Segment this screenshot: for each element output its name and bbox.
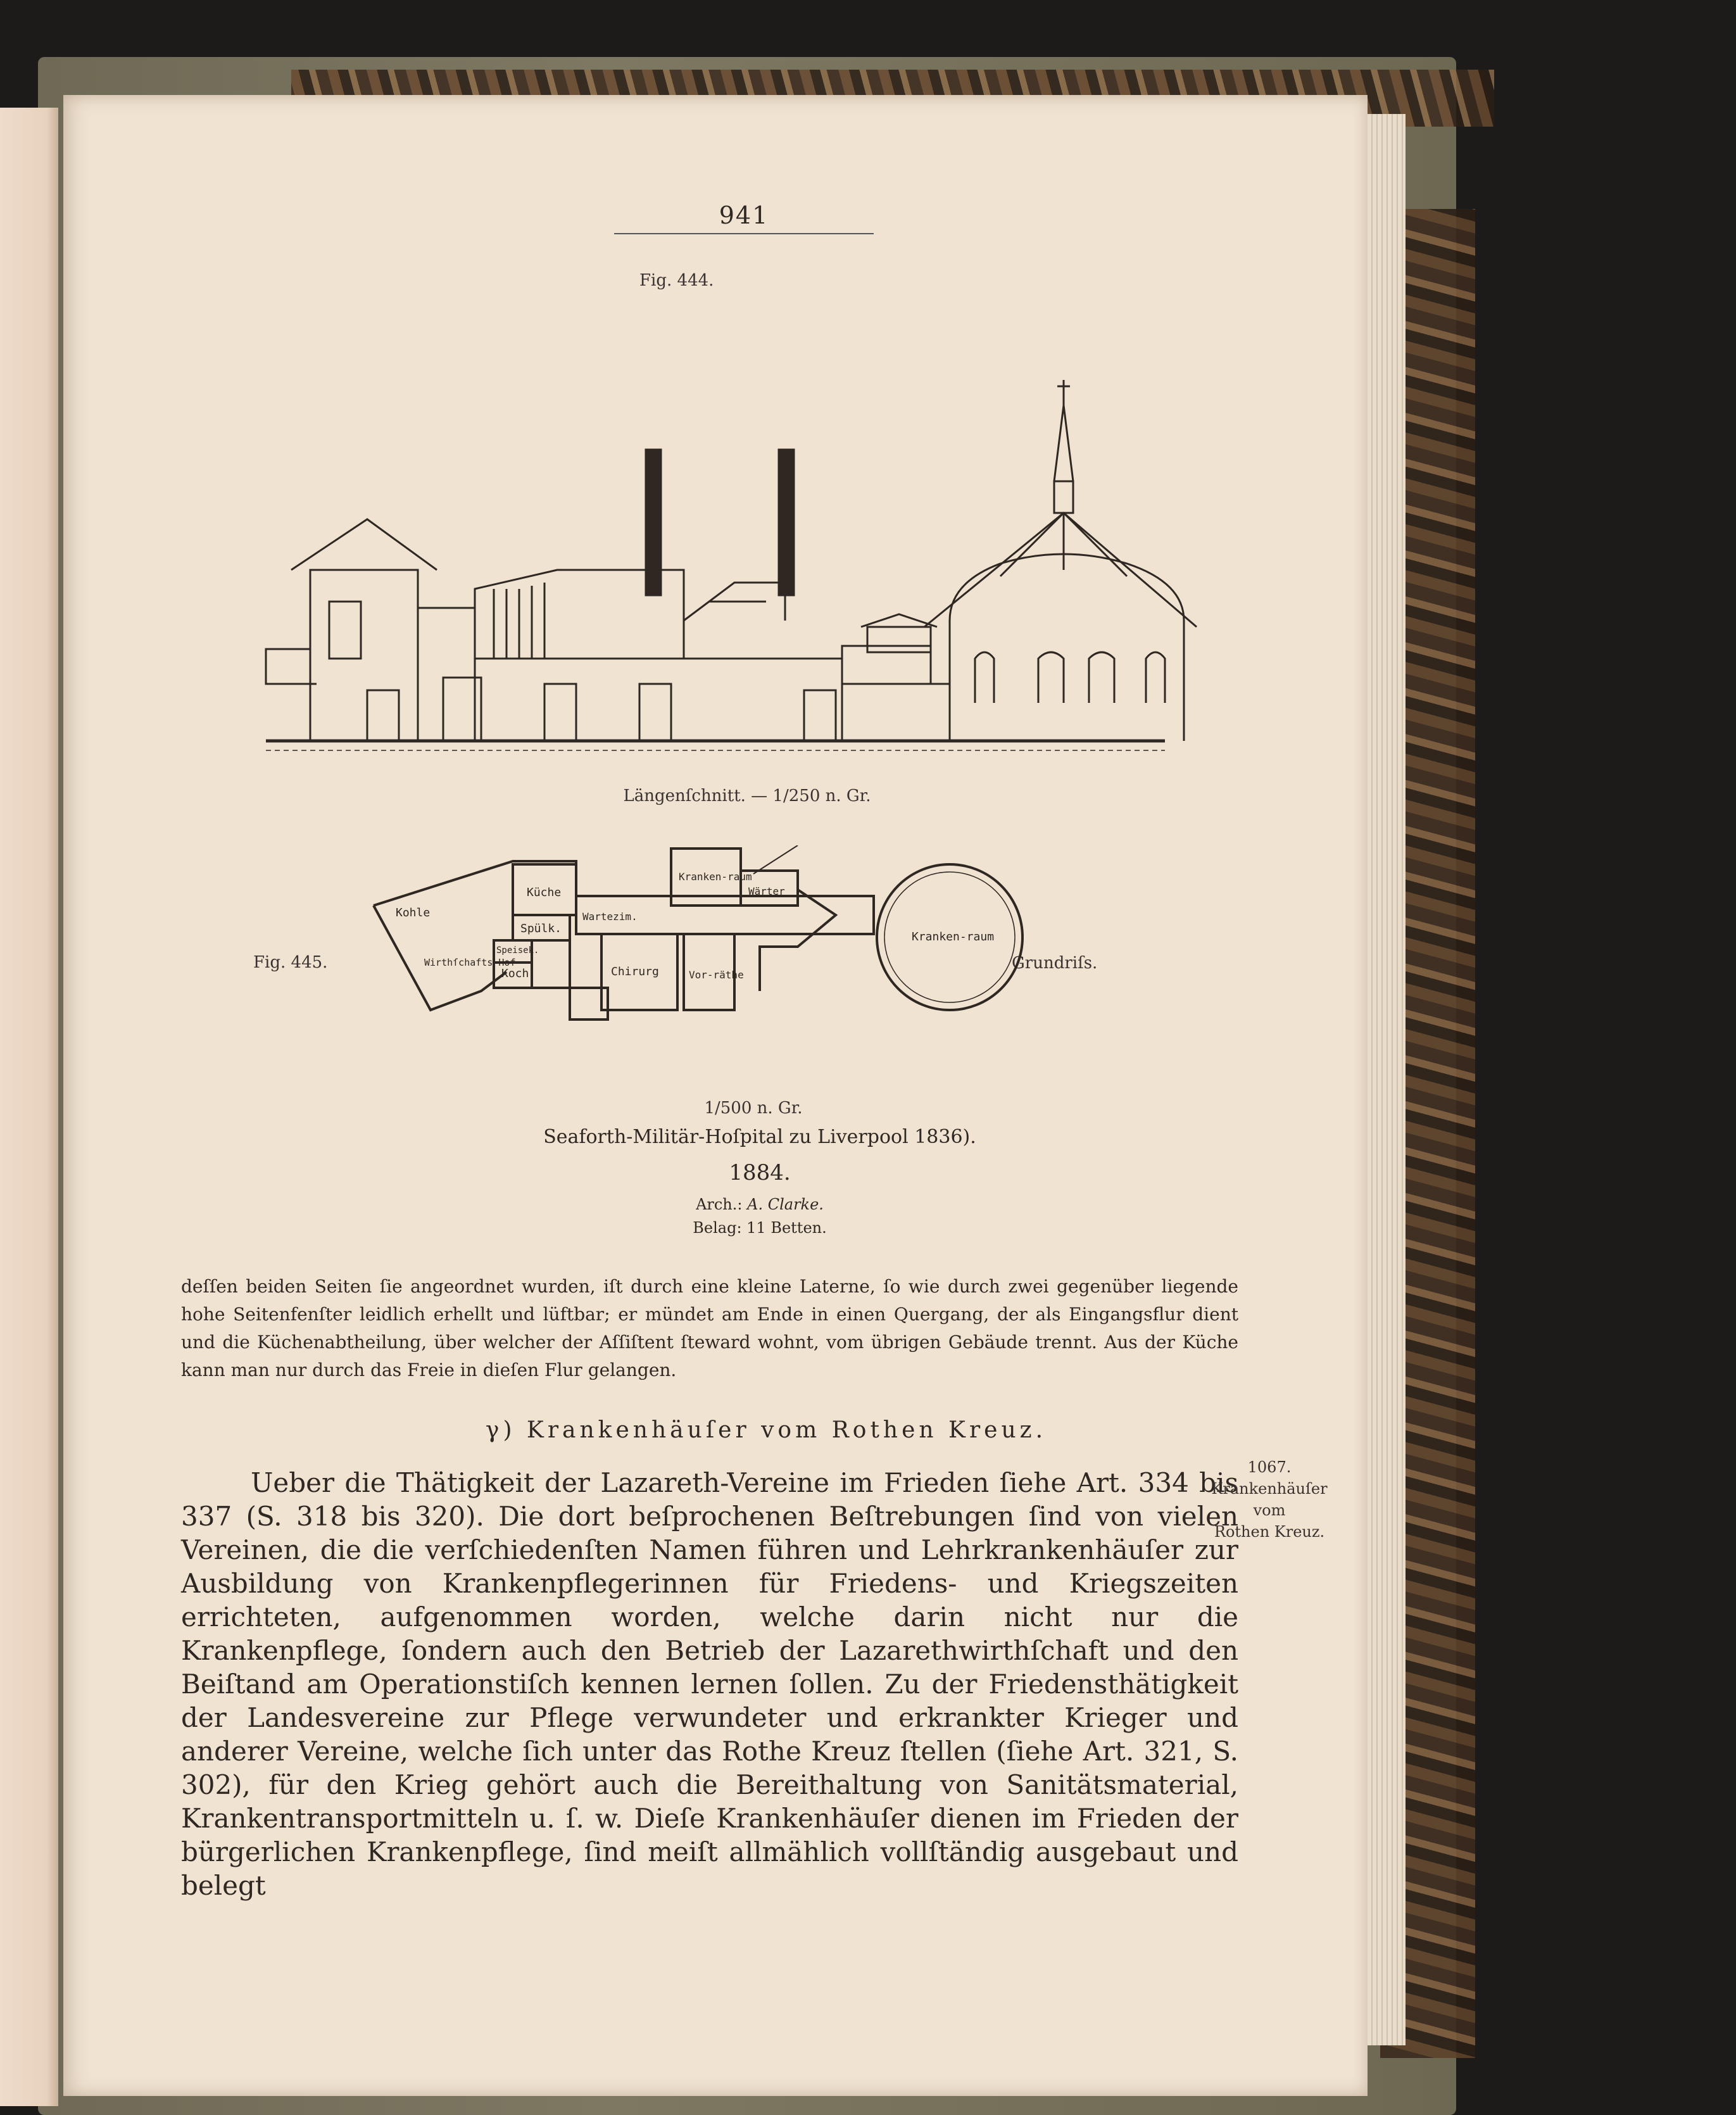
plan-label-koch: Koch (501, 967, 529, 980)
plan-label-kohle: Kohle (396, 906, 431, 919)
architect-name: A. Clarke. (747, 1196, 824, 1213)
small-print-text: deſſen beiden Seiten ſie angeordnet wurden, iſt durch eine kleine Laterne, ſo wie durch zwei gegenüber liegende hohe Seitenfenſter leidlich erhellt und lüftbar; er mündet am Ende in einen Quergang, der als Eingangsflur dient und die Küchenabtheilung, über welcher der Aſſiſtent ſteward wohnt, vom übrigen Gebäude trennt. Aus der Küche kann man nur durch das Freie in dieſen Flur gelangen. (181, 1276, 1238, 1380)
floor-plan-drawing (355, 845, 1203, 1089)
page-number-rule (614, 233, 874, 234)
plan-label-kranken-raum-round: Kranken-raum (912, 930, 995, 944)
plan-label-vorraethe: Vor-räthe (689, 969, 744, 981)
plan-label-kranken-raum-small: Kranken-raum (679, 871, 752, 883)
bed-count: Belag: 11 Betten. (693, 1219, 827, 1237)
body-paragraph (181, 1466, 1238, 1902)
figure-title: Seaforth-Militär-Hoſpital zu Liverpool 1836). (543, 1126, 976, 1148)
margin-note-line1: Krankenhäuſer (1211, 1480, 1328, 1498)
plan-label-kueche: Küche (527, 886, 562, 899)
small-print-paragraph (181, 1273, 1238, 1384)
margin-note-line2: vom (1253, 1501, 1286, 1519)
plan-scale: 1/500 n. Gr. (704, 1099, 803, 1118)
book-page (63, 95, 1368, 2096)
elevation-caption: Längenſchnitt. — 1/250 n. Gr. (623, 786, 871, 805)
floor-plan-caption: Grundriſs. (1012, 954, 1098, 973)
plan-label-spuelk: Spülk. (520, 922, 562, 935)
architect-line (570, 1196, 950, 1213)
margin-note-number: 1067. (1247, 1458, 1292, 1476)
figure-year: 1884. (729, 1160, 791, 1185)
plan-label-wirthschafts-hof: Wirthſchafts-Hof (424, 957, 516, 968)
elevation-drawing (177, 304, 1241, 792)
architect-prefix: Arch.: (696, 1196, 743, 1213)
plan-label-chirurg: Chirurg (611, 965, 659, 978)
plan-label-speisek: Speisek. (496, 945, 539, 956)
left-page-fragment (0, 108, 58, 2106)
plan-label-wartezim: Wartezim. (582, 911, 638, 923)
plan-label-waerter: Wärter (748, 885, 785, 897)
margin-note-line3: Rothen Kreuz. (1214, 1523, 1325, 1541)
section-heading: γ) Krankenhäuſer vom Rothen Kreuz. (485, 1417, 1047, 1443)
page-number: 941 (719, 201, 769, 229)
margin-note (1162, 1456, 1377, 1543)
body-text: Ueber die Thätigkeit der Lazareth-Vereine im Frieden ſiehe Art. 334 bis 337 (S. 318 bis 320). Die dort beſprochenen Beſtrebungen ſind von vielen Vereinen, die die verſchiedenſten Namen führen und Lehrkrankenhäuſer zur Ausbildung von Krankenpflegerinnen für Friedens- und Kriegszeiten errichteten, aufgenommen worden, welche darin nicht nur die Krankenpflege, ſondern auch den Betrieb der Lazarethwirthſchaft und den Beiſtand am Operationstiſch kennen lernen ſollen. Zu der Friedensthätigkeit der Landesvereine zur Pflege verwundeter und erkrankter Krieger und anderer Vereine, welche ſich unter das Rothe Kreuz ſtellen (ſiehe Art. 321, S. 302), für den Krieg gehört auch die Bereithaltung von Sanitätsmaterial, Krankentransportmitteln u. ſ. w. Dieſe Krankenhäuſer dienen im Frieden der bürgerlichen Krankenpflege, ſind meiſt allmählich vollſtändig ausgebaut und belegt (181, 1467, 1238, 1901)
figure-444-label: Fig. 444. (639, 271, 714, 290)
figure-445-label: Fig. 445. (253, 953, 328, 972)
